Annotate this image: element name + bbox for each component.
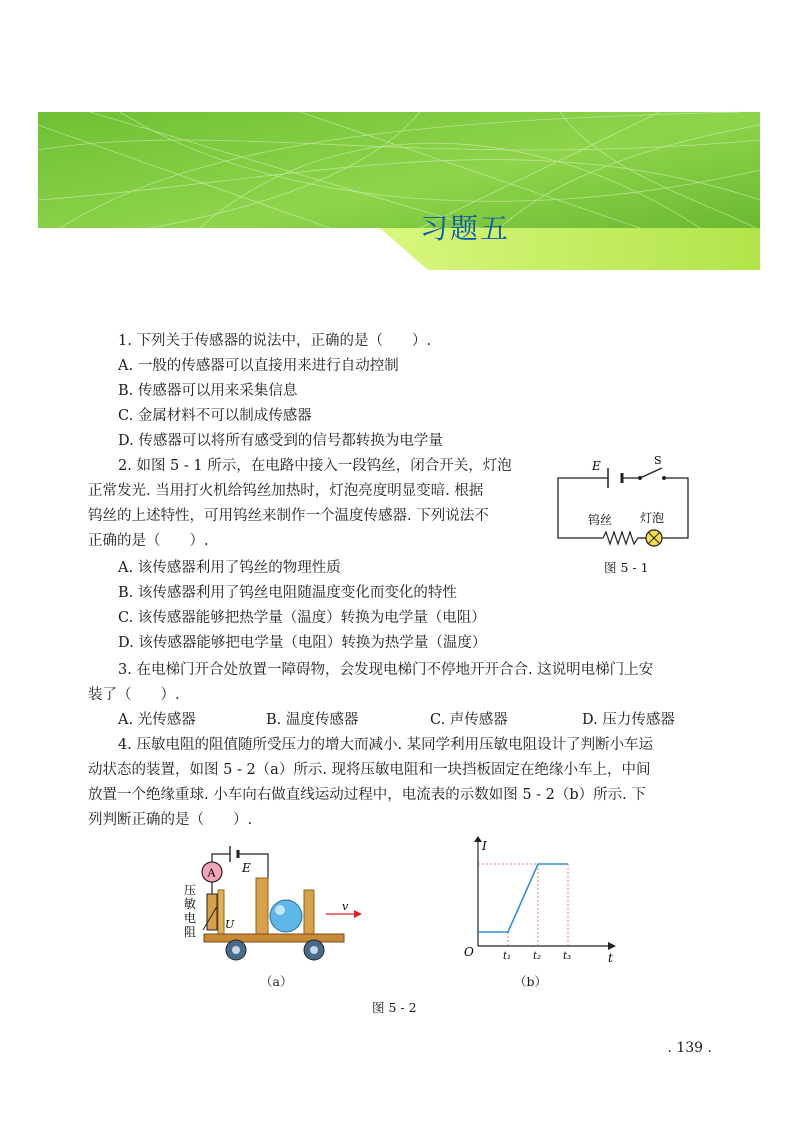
q1-option-d: D. 传感器可以将所有感受到的信号都转换为电学量	[118, 433, 443, 449]
label-E: E	[242, 861, 251, 875]
switch-lever	[640, 468, 662, 478]
figure-5-2-caption: 图 5 - 2	[372, 1000, 417, 1015]
q2-line-4: 正确的是（ ）.	[88, 533, 209, 549]
figure-5-2b-graph	[458, 836, 618, 970]
tick-t3: t₃	[563, 951, 572, 962]
resistor-holder	[256, 878, 268, 934]
resistor-label-2: 敏	[184, 897, 197, 911]
q4-line-4: 列判断正确的是（ ）.	[88, 812, 253, 828]
resistor-label-4: 阻	[184, 925, 197, 939]
cart-body	[204, 934, 344, 942]
tick-t1: t₁	[503, 951, 512, 962]
label-wire: 钨丝	[588, 513, 613, 527]
label-bulb: 灯泡	[640, 511, 665, 525]
figure-5-1-caption: 图 5 - 1	[604, 560, 649, 575]
q3-option-c: C. 声传感器	[430, 712, 508, 728]
q1-option-b: B. 传感器可以用来采集信息	[118, 383, 298, 399]
label-E: E	[592, 459, 601, 473]
figure-5-1-circuit	[548, 448, 708, 554]
chapter-title: 习题五	[420, 212, 511, 245]
label-U: U	[225, 918, 235, 931]
page-number: . 139 .	[667, 1040, 712, 1056]
q4-line-1: 4. 压敏电阻的阻值随所受压力的增大而减小. 某同学利用压敏电阻设计了判断小车运	[118, 737, 654, 753]
label-v: v	[342, 900, 349, 913]
q2-line-1: 2. 如图 5 - 1 所示，在电路中接入一段钨丝，闭合开关，灯泡	[118, 458, 512, 474]
axis-y-label: I	[482, 839, 487, 853]
velocity-arrow-icon	[354, 910, 362, 918]
q2-option-b: B. 该传感器利用了钨丝电阻随温度变化而变化的特性	[118, 585, 457, 601]
q3-line-1: 3. 在电梯门开合处放置一障碍物，会发现电梯门不停地开开合合. 这说明电梯门上安	[118, 662, 654, 678]
figure-5-2a-cart	[182, 840, 362, 970]
resistor-label-3: 电	[184, 911, 197, 925]
q3-option-b: B. 温度传感器	[266, 712, 359, 728]
origin-label: O	[464, 945, 474, 959]
q2-line-3: 钨丝的上述特性，可用钨丝来制作一个温度传感器. 下列说法不	[88, 508, 489, 524]
ball-icon	[270, 900, 302, 932]
q3-option-d: D. 压力传感器	[582, 712, 675, 728]
q4-line-2: 动状态的装置，如图 5 - 2（a）所示. 现将压敏电阻和一块挡板固定在绝缘小车上，中间	[88, 762, 651, 778]
axis-x-label: t	[608, 951, 613, 965]
q3-line-2: 装了（ ）.	[88, 687, 180, 703]
q1-option-c: C. 金属材料不可以制成传感器	[118, 408, 312, 424]
label-S: S	[654, 454, 662, 467]
q1-option-a: A. 一般的传感器可以直接用来进行自动控制	[118, 358, 399, 374]
resistor-label-1: 压	[184, 883, 197, 897]
tungsten-wire	[603, 532, 640, 544]
q4-line-3: 放置一个绝缘重球. 小车向右做直线运动过程中，电流表的示数如图 5 - 2（b）所示. 下	[88, 787, 646, 803]
figure-5-2b-caption: （b）	[514, 974, 548, 989]
q2-option-a: A. 该传感器利用了钨丝的物理性质	[118, 560, 341, 576]
current-curve	[478, 864, 568, 932]
tick-t2: t₂	[533, 951, 542, 962]
left-plate	[218, 890, 224, 934]
right-baffle	[304, 890, 314, 934]
q2-line-2: 正常发光. 当用打火机给钨丝加热时，灯泡亮度明显变暗. 根据	[88, 483, 484, 499]
q2-option-d: D. 该传感器能够把电学量（电阻）转换为热学量（温度）	[118, 635, 487, 651]
ammeter-label: A	[207, 866, 216, 880]
q1-stem: 1. 下列关于传感器的说法中，正确的是（ ）.	[118, 333, 432, 349]
chapter-banner	[0, 0, 800, 290]
q2-option-c: C. 该传感器能够把热学量（温度）转换为电学量（电阻）	[118, 610, 486, 626]
q3-option-a: A. 光传感器	[118, 712, 196, 728]
figure-5-2a-caption: （a）	[260, 974, 293, 989]
